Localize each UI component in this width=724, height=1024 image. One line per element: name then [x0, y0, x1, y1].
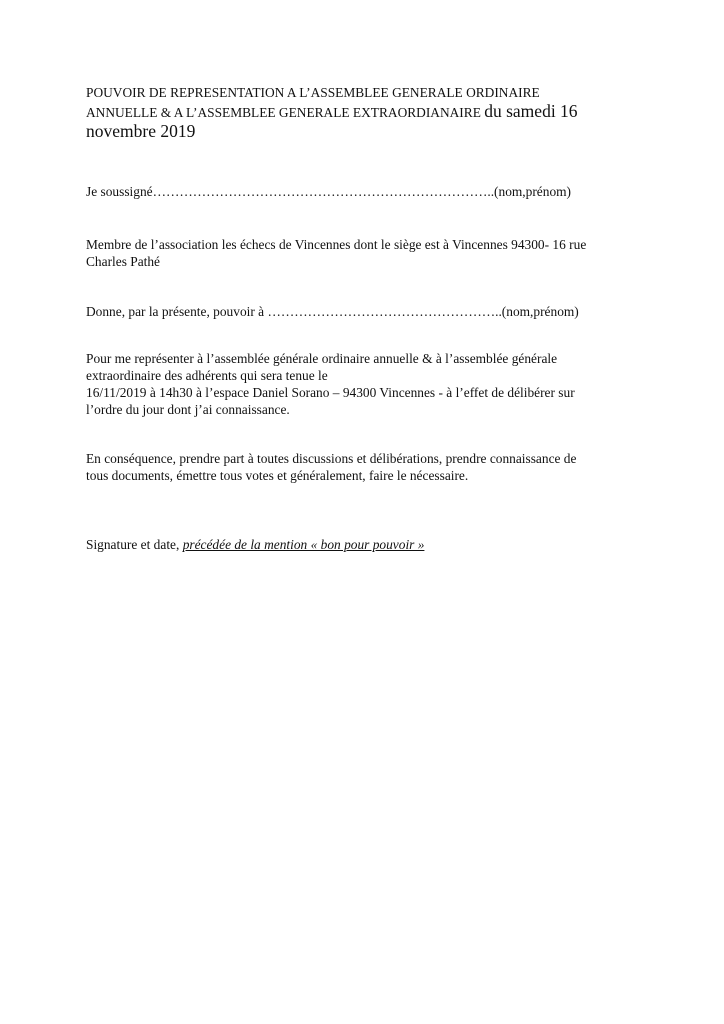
signature-line: [86, 536, 646, 553]
representer-paragraph: [86, 350, 646, 418]
title-date-part-2: novembre 2019: [86, 121, 196, 141]
representer-line-3: 16/11/2019 à 14h30 à l’espace Daniel Sorano – 94300 Vincennes - à l’effet de délibérer sur: [86, 385, 575, 400]
donne-line: Donne, par la présente, pouvoir à ……………………………………………..(nom,prénom): [86, 304, 579, 319]
title-line-2-text: ANNUELLE & A L’ASSEMBLEE GENERALE EXTRAORDIANAIRE: [86, 105, 485, 120]
representer-line-2: extraordinaire des adhérents qui sera tenue le: [86, 368, 328, 383]
signature-prefix: Signature et date,: [86, 537, 183, 552]
representer-line-4: l’ordre du jour dont j’ai connaissance.: [86, 402, 290, 417]
membre-line-2: Charles Pathé: [86, 254, 161, 269]
title-line-1: POUVOIR DE REPRESENTATION A L’ASSEMBLEE GENERALE ORDINAIRE: [86, 85, 540, 100]
title-date-part-1: du samedi 16: [484, 101, 578, 121]
title-line-2: [86, 102, 666, 122]
signature-mention: précédée de la mention « bon pour pouvoir »: [182, 537, 425, 552]
donne-paragraph: [86, 303, 646, 320]
soussigne-line: Je soussigné…………………………………………………………………..(nom,prénom): [86, 184, 572, 199]
representer-line-1: Pour me représenter à l’assemblée générale ordinaire annuelle & à l’assemblée générale: [86, 351, 558, 366]
membre-line-1: Membre de l’association les échecs de Vincennes dont le siège est à Vincennes 94300- 16 rue: [86, 237, 587, 252]
signature-paragraph: [86, 536, 646, 553]
consequence-line-2: tous documents, émettre tous votes et généralement, faire le nécessaire.: [86, 468, 469, 483]
consequence-paragraph: [86, 450, 646, 484]
membre-paragraph: [86, 236, 646, 270]
soussigne-paragraph: [86, 183, 646, 200]
consequence-line-1: En conséquence, prendre part à toutes discussions et délibérations, prendre connaissance de: [86, 451, 577, 466]
document-title: [86, 84, 666, 140]
